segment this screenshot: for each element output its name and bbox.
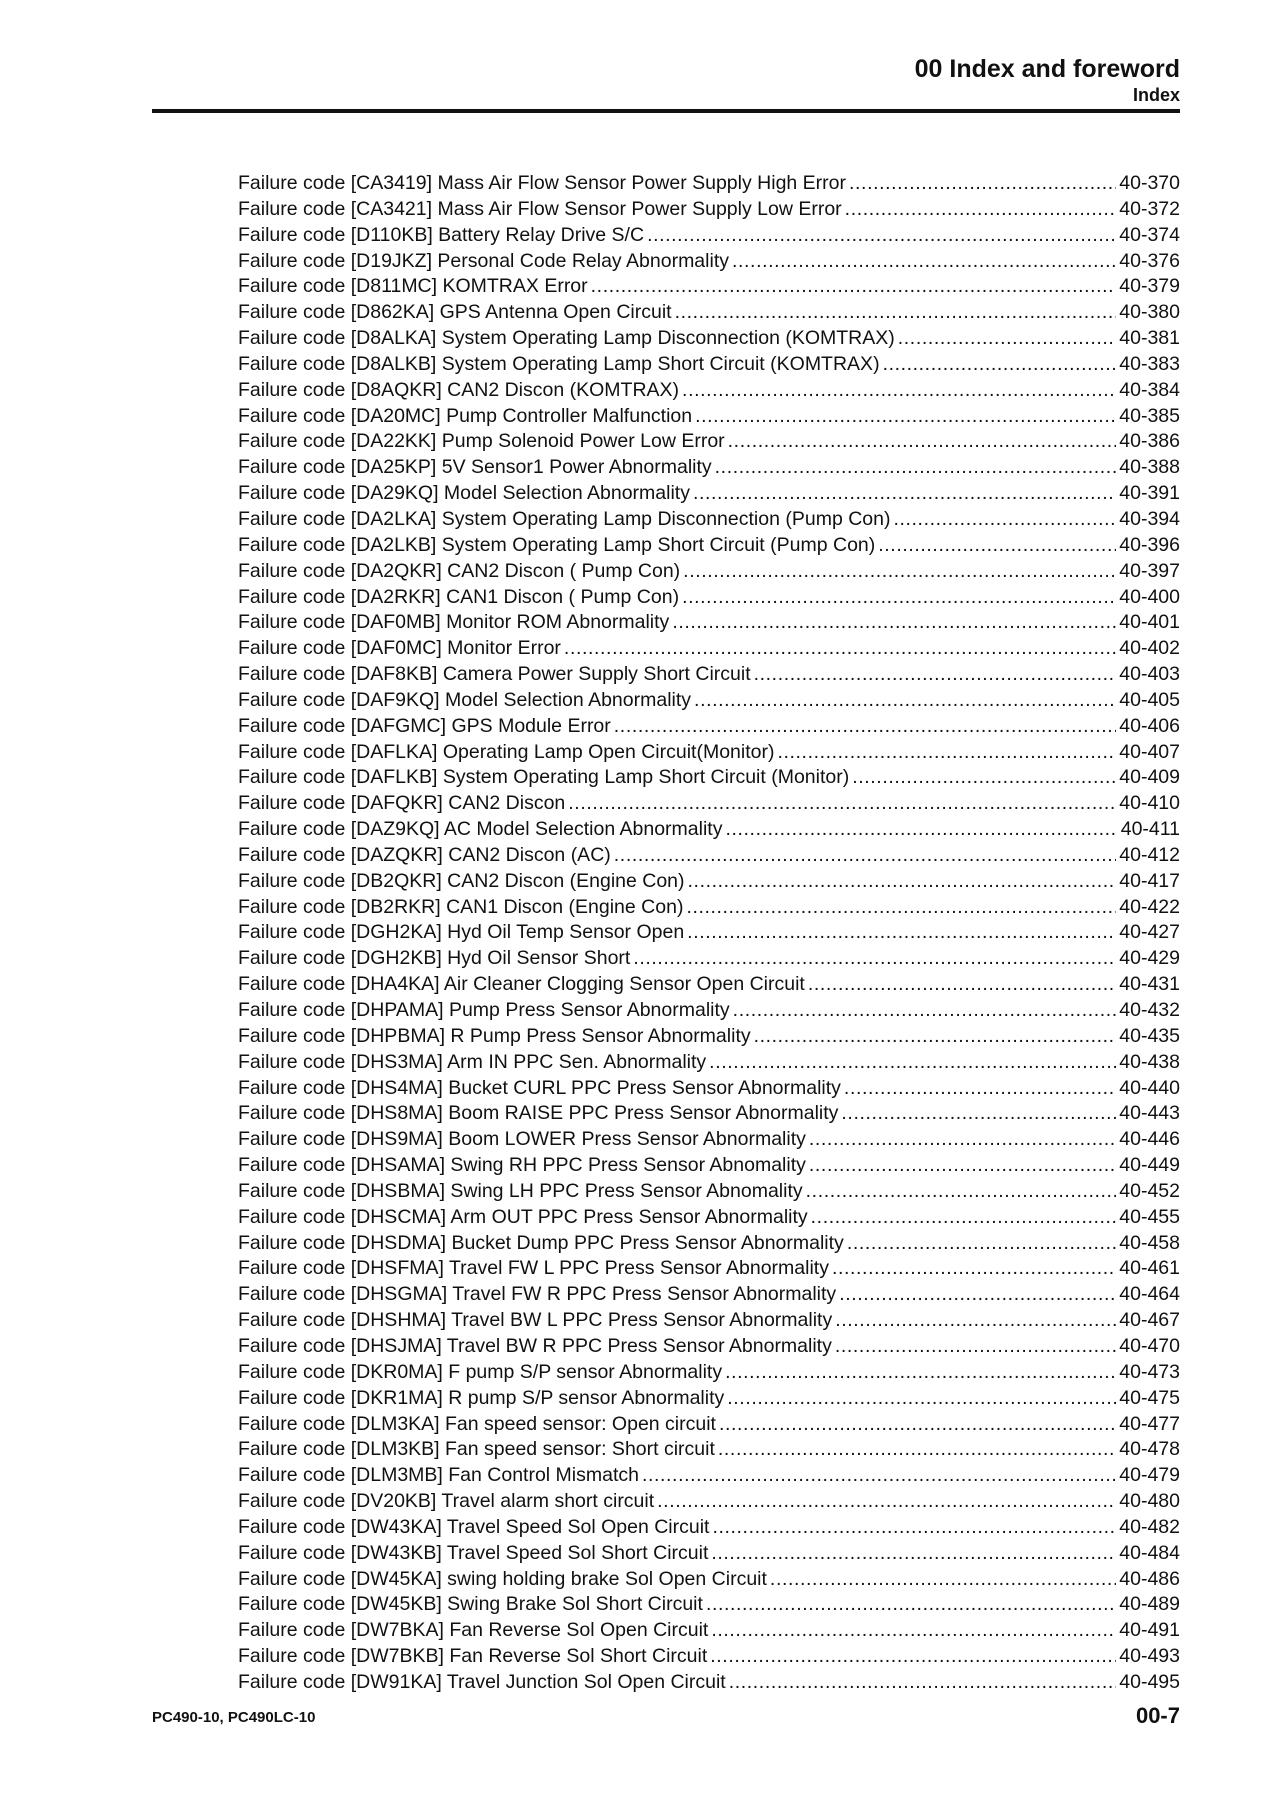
dot-leader [777, 740, 1116, 766]
dot-leader [709, 1050, 1116, 1076]
index-entry[interactable] [238, 1644, 1180, 1670]
entry-title: Failure code [DA2QKR] CAN2 Discon ( Pump Con) [238, 559, 681, 582]
entry-title: Failure code [DHSCMA] Arm OUT PPC Press Sensor Abnormality [238, 1205, 808, 1228]
entry-page-number: 40-412 [1119, 843, 1180, 866]
index-entry[interactable] [238, 1127, 1180, 1153]
dot-leader [682, 585, 1116, 611]
entry-title: Failure code [DHSJMA] Travel BW R PPC Press Sensor Abnormality [238, 1334, 832, 1357]
index-entry[interactable] [238, 1567, 1180, 1593]
index-entry[interactable] [238, 1282, 1180, 1308]
entry-page-number: 40-477 [1119, 1412, 1180, 1435]
entry-title: Failure code [D8ALKA] System Operating Lamp Disconnection (KOMTRAX) [238, 327, 895, 350]
entry-page-number: 40-458 [1119, 1231, 1180, 1254]
entry-page-number: 40-475 [1119, 1386, 1180, 1409]
entry-title: Failure code [DKR0MA] F pump S/P sensor Abnormality [238, 1360, 723, 1383]
entry-page-number: 40-385 [1119, 404, 1180, 427]
dot-leader [808, 972, 1116, 998]
dot-leader [710, 1644, 1116, 1670]
entry-page-number: 40-379 [1119, 275, 1180, 298]
index-entry[interactable] [238, 455, 1180, 481]
entry-title: Failure code [DHS8MA] Boom RAISE PPC Press Sensor Abnormality [238, 1102, 839, 1125]
dot-leader [686, 895, 1116, 921]
entry-page-number: 40-427 [1119, 921, 1180, 944]
entry-page-number: 40-489 [1119, 1593, 1180, 1616]
dot-leader [754, 662, 1117, 688]
index-entry[interactable] [238, 765, 1180, 791]
entry-title: Failure code [D8ALKB] System Operating Lamp Short Circuit (KOMTRAX) [238, 352, 880, 375]
index-entry[interactable] [238, 1670, 1180, 1696]
index-entry[interactable] [238, 791, 1180, 817]
entry-page-number: 40-493 [1119, 1645, 1180, 1668]
index-entry[interactable] [238, 274, 1180, 300]
index-entry[interactable] [238, 300, 1180, 326]
entry-page-number: 40-374 [1119, 223, 1180, 246]
entry-page-number: 40-384 [1119, 378, 1180, 401]
entry-page-number: 40-473 [1119, 1360, 1180, 1383]
dot-leader [806, 1179, 1117, 1205]
entry-page-number: 40-386 [1119, 430, 1180, 453]
entry-page-number: 40-383 [1119, 352, 1180, 375]
dot-leader [809, 1127, 1116, 1153]
dot-leader [883, 352, 1117, 378]
dot-leader [835, 1308, 1116, 1334]
entry-title: Failure code [DW45KB] Swing Brake Sol Short Circuit [238, 1593, 703, 1616]
dot-leader [614, 843, 1117, 869]
entry-title: Failure code [DHS3MA] Arm IN PPC Sen. Abnormality [238, 1050, 707, 1073]
index-entry[interactable] [238, 1231, 1180, 1257]
index-entry[interactable] [238, 1024, 1180, 1050]
entry-title: Failure code [DB2QKR] CAN2 Discon (Engine Con) [238, 869, 685, 892]
entry-page-number: 40-402 [1119, 637, 1180, 660]
entry-title: Failure code [CA3419] Mass Air Flow Sensor Power Supply High Error [238, 172, 847, 194]
entry-title: Failure code [DW7BKA] Fan Reverse Sol Open Circuit [238, 1619, 709, 1642]
dot-leader [845, 197, 1117, 223]
dot-leader [852, 765, 1116, 791]
entry-title: Failure code [DKR1MA] R pump S/P sensor Abnormality [238, 1386, 725, 1409]
dot-leader [728, 429, 1117, 455]
entry-title: Failure code [DHPAMA] Pump Press Sensor Abnormality [238, 999, 730, 1021]
dot-leader [614, 714, 1117, 740]
dot-leader [715, 455, 1117, 481]
section-subtitle: Index [1132, 85, 1180, 105]
entry-title: Failure code [DLM3MB] Fan Control Mismatch [238, 1464, 639, 1487]
entry-title: Failure code [DAFQKR] CAN2 Discon [238, 792, 566, 815]
entry-page-number: 40-401 [1119, 611, 1180, 634]
entry-page-number: 40-391 [1119, 482, 1180, 505]
dot-leader [633, 946, 1116, 972]
index-entry[interactable] [238, 1101, 1180, 1127]
entry-title: Failure code [DHSDMA] Bucket Dump PPC Press Sensor Abnormality [238, 1231, 844, 1254]
dot-leader [849, 171, 1116, 197]
index-entry[interactable] [238, 636, 1180, 662]
dot-leader [729, 1670, 1117, 1696]
entry-title: Failure code [DA20MC] Pump Controller Malfunction [238, 404, 693, 427]
entry-title: Failure code [DHA4KA] Air Cleaner Clogging Sensor Open Circuit [238, 973, 805, 996]
entry-page-number: 40-407 [1119, 740, 1180, 763]
entry-page-number: 40-467 [1119, 1309, 1180, 1332]
entry-title: Failure code [DHS9MA] Boom LOWER Press Sensor Abnormality [238, 1128, 806, 1151]
entry-page-number: 40-446 [1119, 1128, 1180, 1151]
dot-leader [839, 1282, 1116, 1308]
index-entry[interactable] [238, 1437, 1180, 1463]
entry-page-number: 40-406 [1119, 714, 1180, 737]
dot-leader [695, 404, 1116, 430]
index-entry[interactable] [238, 920, 1180, 946]
entry-title: Failure code [DGH2KA] Hyd Oil Temp Sensor Open [238, 921, 685, 944]
dot-leader [675, 300, 1117, 326]
entry-title: Failure code [DHSFMA] Travel FW L PPC Press Sensor Abnormality [238, 1257, 829, 1280]
entry-page-number: 40-484 [1119, 1541, 1180, 1564]
entry-page-number: 40-491 [1119, 1619, 1180, 1642]
entry-title: Failure code [DW43KB] Travel Speed Sol Short Circuit [238, 1541, 709, 1564]
index-entry[interactable] [238, 1618, 1180, 1644]
index-entry[interactable] [238, 429, 1180, 455]
entry-page-number: 40-396 [1119, 533, 1180, 556]
page-number: 00-7 [1135, 1703, 1180, 1728]
dot-leader [693, 481, 1116, 507]
dot-leader [672, 610, 1116, 636]
index-entry[interactable] [238, 817, 1180, 843]
dot-leader [688, 869, 1117, 895]
index-entry[interactable] [238, 1179, 1180, 1205]
index-entry[interactable] [238, 559, 1180, 585]
index-entry[interactable] [238, 585, 1180, 611]
index-entry[interactable] [238, 404, 1180, 430]
dot-leader [733, 998, 1117, 1024]
dot-leader [898, 326, 1117, 352]
dot-leader [687, 920, 1116, 946]
index-entry[interactable] [238, 1463, 1180, 1489]
dot-leader [568, 791, 1116, 817]
dot-leader [727, 1386, 1116, 1412]
index-entry[interactable] [238, 1256, 1180, 1282]
index-entry[interactable] [238, 533, 1180, 559]
entry-title: Failure code [D19JKZ] Personal Code Relay Abnormality [238, 249, 729, 272]
dot-leader [711, 1541, 1116, 1567]
entry-title: Failure code [DAF0MB] Monitor ROM Abnormality [238, 611, 670, 634]
entry-page-number: 40-429 [1119, 947, 1180, 970]
index-entry[interactable] [238, 481, 1180, 507]
dot-leader [832, 1256, 1116, 1282]
index-entry[interactable] [238, 1205, 1180, 1231]
entry-title: Failure code [DHSBMA] Swing LH PPC Press Sensor Abnomality [238, 1179, 803, 1202]
dot-leader [591, 274, 1117, 300]
entry-page-number: 40-372 [1119, 197, 1180, 220]
section-title: 00 Index and foreword [914, 55, 1180, 83]
entry-title: Failure code [DA2RKR] CAN1 Discon ( Pump Con) [238, 585, 680, 608]
entry-title: Failure code [D8AQKR] CAN2 Discon (KOMTRAX) [238, 378, 680, 401]
entry-title: Failure code [DAF9KQ] Model Selection Abnormality [238, 688, 692, 711]
index-entry[interactable] [238, 1153, 1180, 1179]
dot-leader [844, 1076, 1116, 1102]
dot-leader [878, 533, 1116, 559]
entry-page-number: 40-432 [1119, 999, 1180, 1021]
dot-leader [683, 559, 1116, 585]
entry-title: Failure code [DW43KA] Travel Speed Sol Open Circuit [238, 1515, 710, 1538]
entry-page-number: 40-482 [1119, 1515, 1180, 1538]
entry-title: Failure code [DHSGMA] Travel FW R PPC Press Sensor Abnormality [238, 1283, 837, 1306]
dot-leader [657, 1489, 1116, 1515]
page-header [915, 55, 1180, 106]
entry-page-number: 40-435 [1119, 1024, 1180, 1047]
entry-page-number: 40-394 [1119, 507, 1180, 530]
entry-page-number: 40-417 [1119, 869, 1180, 892]
entry-page-number: 40-486 [1119, 1567, 1180, 1590]
entry-title: Failure code [DAZ9KQ] AC Model Selection Abnormality [238, 818, 723, 841]
entry-page-number: 40-470 [1119, 1334, 1180, 1357]
entry-page-number: 40-400 [1119, 585, 1180, 608]
entry-title: Failure code [DAF8KB] Camera Power Supply Short Circuit [238, 663, 751, 686]
index-entry[interactable] [238, 326, 1180, 352]
entry-page-number: 40-422 [1119, 895, 1180, 918]
index-entry[interactable] [238, 1412, 1180, 1438]
entry-title: Failure code [DAZQKR] CAN2 Discon (AC) [238, 843, 611, 866]
dot-leader [642, 1463, 1116, 1489]
entry-title: Failure code [DLM3KB] Fan speed sensor: Short circuit [238, 1438, 715, 1461]
entry-title: Failure code [DA25KP] 5V Sensor1 Power Abnormality [238, 456, 712, 479]
entry-title: Failure code [DA2LKB] System Operating Lamp Short Circuit (Pump Con) [238, 533, 876, 556]
index-entry[interactable] [238, 378, 1180, 404]
entry-title: Failure code [D862KA] GPS Antenna Open Circuit [238, 301, 672, 324]
model-label: PC490-10, PC490LC-10 [152, 1709, 316, 1726]
entry-page-number: 40-464 [1119, 1283, 1180, 1306]
entry-page-number: 40-397 [1119, 559, 1180, 582]
header-divider [152, 109, 1180, 113]
entry-page-number: 40-478 [1119, 1438, 1180, 1461]
index-entry[interactable] [238, 688, 1180, 714]
index-entry[interactable] [238, 1515, 1180, 1541]
dot-leader [809, 1153, 1116, 1179]
entry-page-number: 40-403 [1119, 663, 1180, 686]
index-entry[interactable] [238, 1386, 1180, 1412]
dot-leader [564, 636, 1116, 662]
entry-page-number: 40-388 [1119, 456, 1180, 479]
index-list [238, 171, 1180, 1696]
entry-title: Failure code [DAF0MC] Monitor Error [238, 637, 561, 660]
entry-page-number: 40-443 [1119, 1102, 1180, 1125]
index-entry[interactable] [238, 869, 1180, 895]
dot-leader [711, 1618, 1116, 1644]
index-entry[interactable] [238, 1308, 1180, 1334]
index-entry[interactable] [238, 1489, 1180, 1515]
index-entry[interactable] [238, 1050, 1180, 1076]
index-entry[interactable] [238, 946, 1180, 972]
entry-page-number: 40-438 [1119, 1050, 1180, 1073]
index-entry[interactable] [238, 972, 1180, 998]
entry-page-number: 40-431 [1119, 973, 1180, 996]
index-entry[interactable] [238, 352, 1180, 378]
entry-title: Failure code [DAFGMC] GPS Module Error [238, 714, 611, 737]
entry-title: Failure code [DHSAMA] Swing RH PPC Press Sensor Abnomality [238, 1154, 806, 1177]
dot-leader [694, 688, 1116, 714]
index-entry[interactable] [238, 1541, 1180, 1567]
entry-title: Failure code [DW45KA] swing holding brake Sol Open Circuit [238, 1567, 767, 1590]
dot-leader [841, 1101, 1116, 1127]
dot-leader [770, 1567, 1116, 1593]
entry-title: Failure code [DA2LKA] System Operating Lamp Disconnection (Pump Con) [238, 507, 891, 530]
entry-page-number: 40-461 [1119, 1257, 1180, 1280]
dot-leader [718, 1437, 1116, 1463]
entry-page-number: 40-495 [1119, 1670, 1180, 1693]
index-entry[interactable] [238, 714, 1180, 740]
entry-title: Failure code [DLM3KA] Fan speed sensor: Open circuit [238, 1412, 716, 1435]
index-entry[interactable] [238, 1334, 1180, 1360]
entry-page-number: 40-376 [1119, 249, 1180, 272]
entry-title: Failure code [DHS4MA] Bucket CURL PPC Press Sensor Abnormality [238, 1076, 841, 1099]
index-entry[interactable] [238, 610, 1180, 636]
entry-page-number: 40-411 [1120, 818, 1180, 841]
entry-page-number: 40-370 [1119, 172, 1180, 194]
index-entry[interactable] [238, 223, 1180, 249]
entry-page-number: 40-455 [1119, 1205, 1180, 1228]
index-entry[interactable] [238, 1592, 1180, 1618]
entry-title: Failure code [DAFLKA] Operating Lamp Open Circuit(Monitor) [238, 740, 775, 763]
index-entry[interactable] [238, 843, 1180, 869]
index-entry[interactable] [238, 171, 1180, 197]
entry-page-number: 40-409 [1119, 766, 1180, 789]
index-entry[interactable] [238, 197, 1180, 223]
entry-title: Failure code [D110KB] Battery Relay Drive S/C [238, 223, 645, 246]
dot-leader [847, 1231, 1116, 1257]
entry-title: Failure code [DA22KK] Pump Solenoid Power Low Error [238, 430, 725, 453]
entry-page-number: 40-480 [1119, 1490, 1180, 1513]
entry-page-number: 40-440 [1119, 1076, 1180, 1099]
index-entry[interactable] [238, 1360, 1180, 1386]
dot-leader [712, 1515, 1116, 1541]
index-entry[interactable] [238, 998, 1180, 1024]
entry-page-number: 40-405 [1119, 688, 1180, 711]
entry-title: Failure code [DHPBMA] R Pump Press Sensor Abnormality [238, 1024, 751, 1047]
dot-leader [647, 223, 1116, 249]
dot-leader [719, 1412, 1116, 1438]
dot-leader [706, 1592, 1116, 1618]
entry-title: Failure code [CA3421] Mass Air Flow Sensor Power Supply Low Error [238, 197, 842, 220]
dot-leader [893, 507, 1116, 533]
entry-page-number: 40-410 [1119, 792, 1180, 815]
dot-leader [732, 249, 1116, 275]
entry-page-number: 40-381 [1119, 327, 1180, 350]
entry-page-number: 40-380 [1119, 301, 1180, 324]
entry-title: Failure code [DV20KB] Travel alarm short circuit [238, 1490, 655, 1513]
entry-title: Failure code [DA29KQ] Model Selection Abnormality [238, 482, 690, 505]
index-entry[interactable] [238, 740, 1180, 766]
entry-page-number: 40-449 [1119, 1154, 1180, 1177]
index-entry[interactable] [238, 507, 1180, 533]
entry-title: Failure code [DAFLKB] System Operating Lamp Short Circuit (Monitor) [238, 766, 850, 789]
entry-page-number: 40-479 [1119, 1464, 1180, 1487]
dot-leader [811, 1205, 1117, 1231]
entry-page-number: 40-452 [1119, 1179, 1180, 1202]
index-entry[interactable] [238, 662, 1180, 688]
dot-leader [835, 1334, 1116, 1360]
entry-title: Failure code [DHSHMA] Travel BW L PPC Press Sensor Abnormality [238, 1309, 833, 1332]
index-entry[interactable] [238, 249, 1180, 275]
entry-title: Failure code [DW7BKB] Fan Reverse Sol Short Circuit [238, 1645, 708, 1668]
entry-title: Failure code [D811MC] KOMTRAX Error [238, 275, 588, 298]
entry-title: Failure code [DGH2KB] Hyd Oil Sensor Short [238, 947, 631, 970]
entry-title: Failure code [DB2RKR] CAN1 Discon (Engine Con) [238, 895, 684, 918]
index-entry[interactable] [238, 1076, 1180, 1102]
dot-leader [725, 817, 1117, 843]
dot-leader [754, 1024, 1117, 1050]
entry-title: Failure code [DW91KA] Travel Junction Sol Open Circuit [238, 1670, 726, 1693]
dot-leader [682, 378, 1116, 404]
index-entry[interactable] [238, 895, 1180, 921]
dot-leader [725, 1360, 1116, 1386]
